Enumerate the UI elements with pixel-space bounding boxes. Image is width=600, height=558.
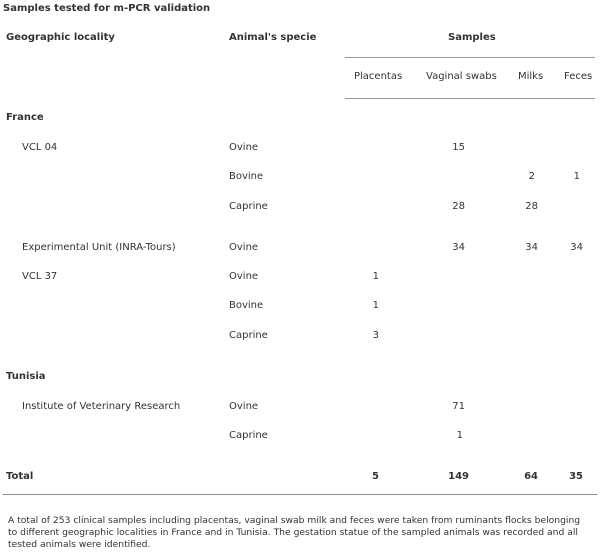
cell-locality: VCL 04 (22, 142, 58, 153)
cell-specie: Ovine (229, 142, 259, 153)
cell-placentas: 1 (372, 271, 379, 282)
total-placentas: 5 (372, 471, 379, 482)
group-tunisia: Tunisia (6, 371, 46, 382)
cell-milks: 34 (525, 242, 538, 253)
cell-vaginal: 71 (452, 401, 465, 412)
samples-header-rule (345, 57, 595, 58)
total-milks: 64 (524, 471, 538, 482)
total-label: Total (6, 471, 34, 482)
header-placentas: Placentas (354, 71, 403, 82)
cell-feces: 34 (570, 242, 583, 253)
cell-vaginal: 34 (452, 242, 465, 253)
cell-specie: Ovine (229, 242, 259, 253)
cell-placentas: 1 (372, 300, 379, 311)
cell-specie: Bovine (229, 171, 264, 182)
total-feces: 35 (569, 471, 583, 482)
header-samples: Samples (448, 32, 496, 43)
cell-locality: Institute of Veterinary Research (22, 401, 181, 412)
cell-vaginal: 15 (452, 142, 465, 153)
header-feces: Feces (564, 71, 593, 82)
header-animal-specie: Animal's specie (229, 32, 317, 43)
cell-specie: Ovine (229, 271, 259, 282)
column-header-rule (345, 98, 595, 99)
cell-locality: Experimental Unit (INRA-Tours) (22, 242, 176, 253)
header-milks: Milks (518, 71, 544, 82)
cell-specie: Caprine (229, 201, 268, 212)
cell-vaginal: 28 (452, 201, 465, 212)
cell-placentas: 3 (372, 330, 379, 341)
table-title: Samples tested for m-PCR validation (3, 3, 211, 14)
table-caption: A total of 253 clinical samples including placentas, vaginal swab milk and feces were taken from ruminants flocks belonging to different geographic localities in France and in Tunisia. The gestation statue of the sampled animals was recorded and all tested animals were identified. (8, 515, 581, 550)
cell-specie: Caprine (229, 330, 268, 341)
cell-milks: 28 (525, 201, 538, 212)
group-france: France (6, 112, 44, 123)
header-vaginal-swabs: Vaginal swabs (426, 71, 497, 82)
cell-milks: 2 (528, 171, 535, 182)
header-geographic-locality: Geographic locality (6, 32, 115, 43)
cell-locality: VCL 37 (22, 271, 58, 282)
cell-specie: Bovine (229, 300, 264, 311)
cell-specie: Ovine (229, 401, 259, 412)
cell-feces: 1 (573, 171, 580, 182)
total-vaginal: 149 (448, 471, 469, 482)
table-bottom-rule (3, 494, 597, 495)
cell-specie: Caprine (229, 430, 268, 441)
cell-vaginal: 1 (456, 430, 463, 441)
